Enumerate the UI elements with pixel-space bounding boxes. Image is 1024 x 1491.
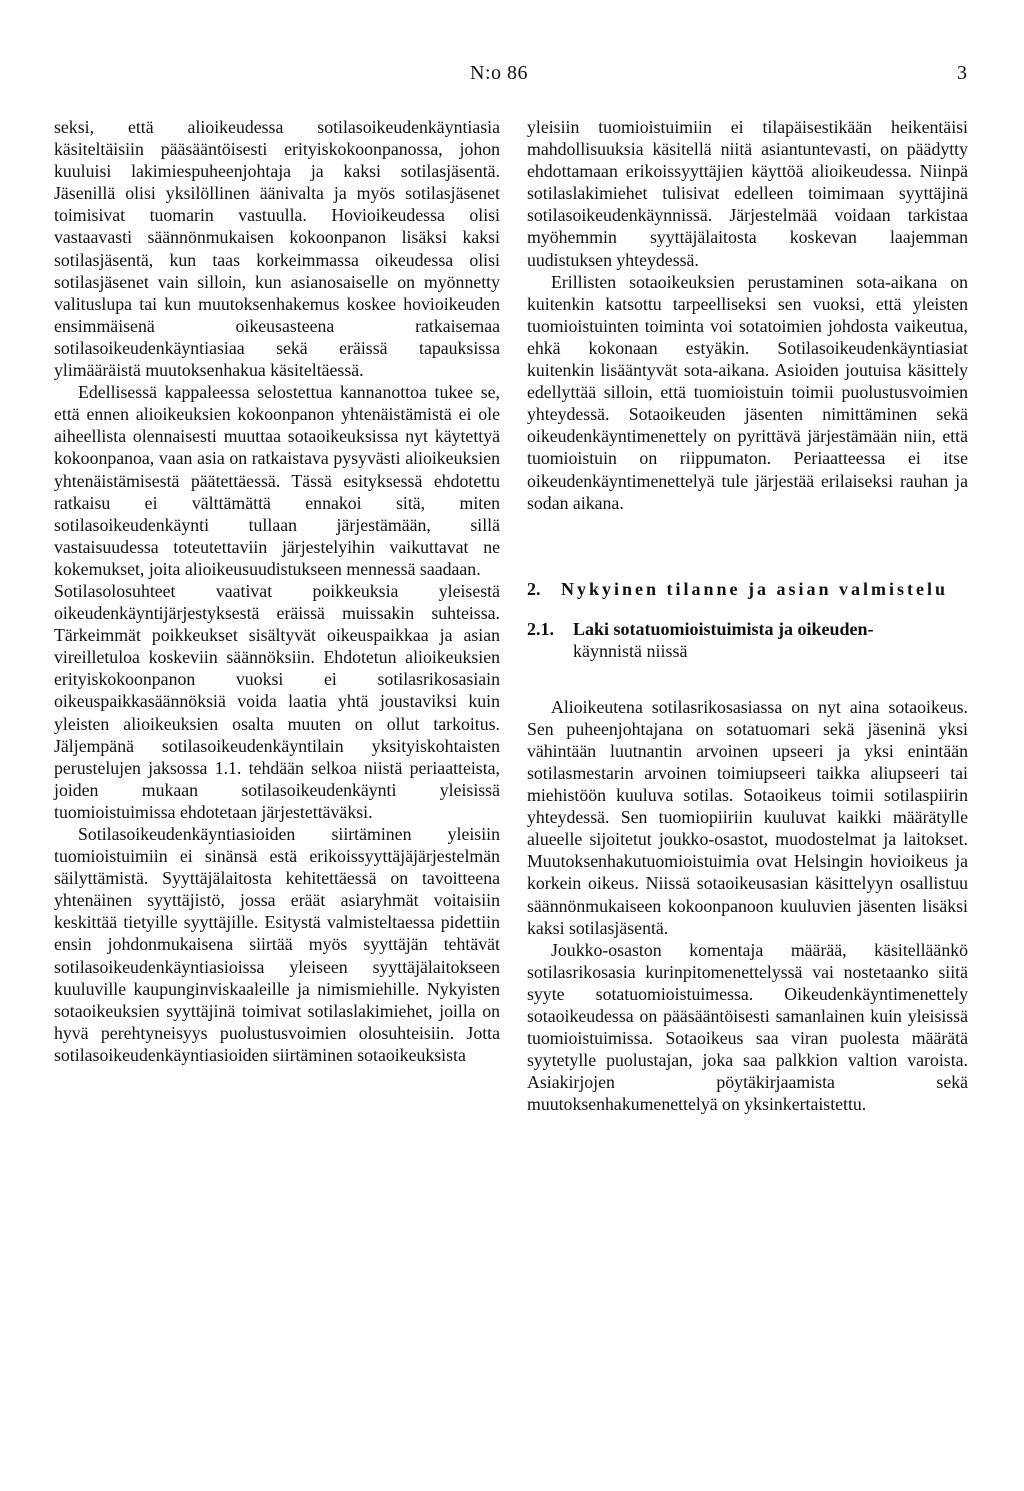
subsection-number: 2.1. (527, 618, 554, 639)
left-column (54, 116, 500, 1066)
paragraph: Alioikeutena sotilasrikosasiassa on nyt aina sotaoikeus. Sen puheenjohtajana on sotatuomari sekä jäseninä yksi vähintään luutnantin arvoinen upseeri ja yksi enintään sotilasmestarin arvoinen toimiupseeri taikka aliupseeri tai miehistöön kuuluva sotilas. Sotaoikeus toimii sotilaspiirin yhteydessä. Sen tuomiopiiriin kuuluvat kaikki määrätylle alueelle sijoitetut joukko-osastot, muodostelmat ja laitokset. Muutoksenhakutuomioistuimia ovat Helsingin hovioikeus ja korkein oikeus. Niissä sotaoikeusasian käsittelyyn osallistuu säännönmukaiseen kokoonpanoon kuuluvien jäsenten lisäksi kaksi sotilasjäsentä. (527, 696, 968, 938)
page-number: 3 (957, 62, 967, 84)
section-heading (527, 578, 968, 600)
section-number: 2. (527, 578, 541, 599)
document-number: N:o 86 (470, 62, 528, 84)
right-column (527, 116, 968, 1115)
section-title: Nykyinen tilanne ja asian valmistelu (561, 578, 949, 599)
paragraph: yleisiin tuomioistuimiin ei tilapäisestikään heikentäisi mahdollisuuksia käsitellä niitä asiantuntevasti, on päädytty ehdottamaan erikoissyyttäjien käyttöä alioikeudessa. Niinpä sotilaslakimiehet tulisivat edelleen toimimaan syyttäjinä sotilasoikeudenkäynnissä. Järjestelmää voidaan tarkistaa myöhemmin syyttäjälaitosta koskevan laajemman uudistuksen yhteydessä. (527, 117, 968, 270)
subsection-title-rest: käynnistä niissä (573, 640, 688, 661)
paragraph: Joukko-osaston komentaja määrää, käsitelläänkö sotilasrikosasia kurinpitomenettelyssä vai nostetaanko siitä syyte sotatuomioistuimessa. Oikeudenkäyntimenettely sotaoikeudessa on pääsääntöisesti samanlainen kuin yleisissä tuomioistuimissa. Sotaoikeus saa viran puolesta määrätä syytetylle puolustajan, joka saa palkkion valtion varoista. Asiakirjojen pöytäkirjaamista sekä muutoksenhakumenettelyä on yksinkertaistettu. (527, 939, 968, 1115)
paragraph: Sotilasoikeudenkäyntiasioiden siirtäminen yleisiin tuomioistuimiin ei sinänsä estä erikoissyyttäjäjärjestelmän säilyttämistä. Syyttäjälaitosta kehitettäessä on tavoitteena yhtenäinen syyttäjistö, jossa eräät asiaryhmät voitaisiin keskittää tietyille syyttäjille. Esitystä valmisteltaessa pidettiin ensin johdonmukaisena siirtää myös syyttäjän tehtävät sotilasoikeudenkäyntiasioissa yleiseen syyttäjälaitokseen kuuluville kaupunginviskaaleille ja nimismiehille. Nykyisten sotaoikeuksien syyttäjinä toimivat sotilaslakimiehet, joilla on hyvä perehtyneisyys puolustusvoimien olosuhteisiin. Jotta sotilasoikeudenkäyntiasioiden siirtäminen sotaoikeuksista (54, 824, 500, 1065)
subsection-heading (527, 618, 968, 662)
paragraph: seksi, että alioikeudessa sotilasoikeudenkäyntiasia käsiteltäisiin pääsääntöisesti erityiskokoonpanossa, johon kuuluisi lakimiespuheenjohtaja ja kaksi sotilasjäsentä. Jäsenillä olisi yksilöllinen äänivalta ja myös sotilasjäsenet toimisivat tuomarin vastuulla. Hovioikeudessa olisi vastaavasti säännönmukaisen kokoonpanon lisäksi kaksi sotilasjäsentä, kun taas korkeimmassa oikeudessa olisi sotilasjäsenet vain silloin, kun asianosaiselle on myönnetty valituslupa tai kun muutoksenhakemus koskee hovioikeuden ensimmäisenä oikeusasteena ratkaisemaa sotilasoikeudenkäyntiasiaa sekä eräissä tapauksissa ylimääräistä muutoksenhakua käsiteltäessä. (54, 117, 500, 381)
paragraph: Sotilasolosuhteet vaativat poikkeuksia yleisestä oikeudenkäyntijärjestyksestä eräissä muissakin suhteissa. Tärkeimmät poikkeukset sisältyvät oikeuspaikkaa ja asian vireilletuloa koskeviin säännöksiin. Ehdotetun alioikeuksien erityiskokoonpanon vuoksi ei sotilasrikosasiain oikeuspaikkasäännöksiä voida laatia yhtä joustaviksi kuin yleisten alioikeuksien osalta muuten on ollut tarkoitus. Jäljempänä sotilasoikeudenkäyntilain yksityiskohtaisten perustelujen jaksossa 1.1. tehdään selkoa niistä periaatteista, joiden mukaan sotilasoikeudenkäynti yleisissä tuomioistuimissa ehdotetaan järjestettäväksi. (54, 580, 500, 822)
paragraph: Erillisten sotaoikeuksien perustaminen sota-aikana on kuitenkin katsottu tarpeelliseksi sen vuoksi, että yleisten tuomioistuinten toiminta voi sotatoimien johdosta vaikeutua, ehkä kokonaan estyäkin. Sotilasoikeudenkäyntiasiat kuitenkin lisääntyvät sota-aikana. Asioiden joutuisa käsittely edellyttää silloin, että tuomioistuin toimii puolustusvoimien yhteydessä. Sotaoikeuden jäsenten nimittäminen sekä oikeudenkäyntimenettely on pyrittävä järjestämään niin, että tuomioistuin on riippumaton. Periaatteessa ei itse oikeudenkäyntimenettelyä tule järjestää erilaiseksi rauhan ja sodan aikana. (527, 271, 968, 513)
subsection-title-bold: Laki sotatuomioistuimista ja oikeuden- (573, 618, 874, 639)
subsection-title (573, 618, 874, 662)
paragraph: Edellisessä kappaleessa selostettua kannanottoa tukee se, että ennen alioikeuksien kokoonpanon yhtenäistämistä ei ole aiheellista olennaisesti muuttaa sotaoikeuksissa nyt käytettyä kokoonpanoa, vaan asia on ratkaistava pysyvästi alioikeuksien yhtenäistämisestä päätettäessä. Tässä esityksessä ehdotettu ratkaisu ei välttämättä ennakoi sitä, miten sotilasoikeudenkäynti tullaan järjestämään, sillä vastaisuudessa toteutettaviin järjestelyihin vaikuttavat ne kokemukset, joita alioikeusuudistukseen mennessä saadaan. (54, 382, 500, 579)
